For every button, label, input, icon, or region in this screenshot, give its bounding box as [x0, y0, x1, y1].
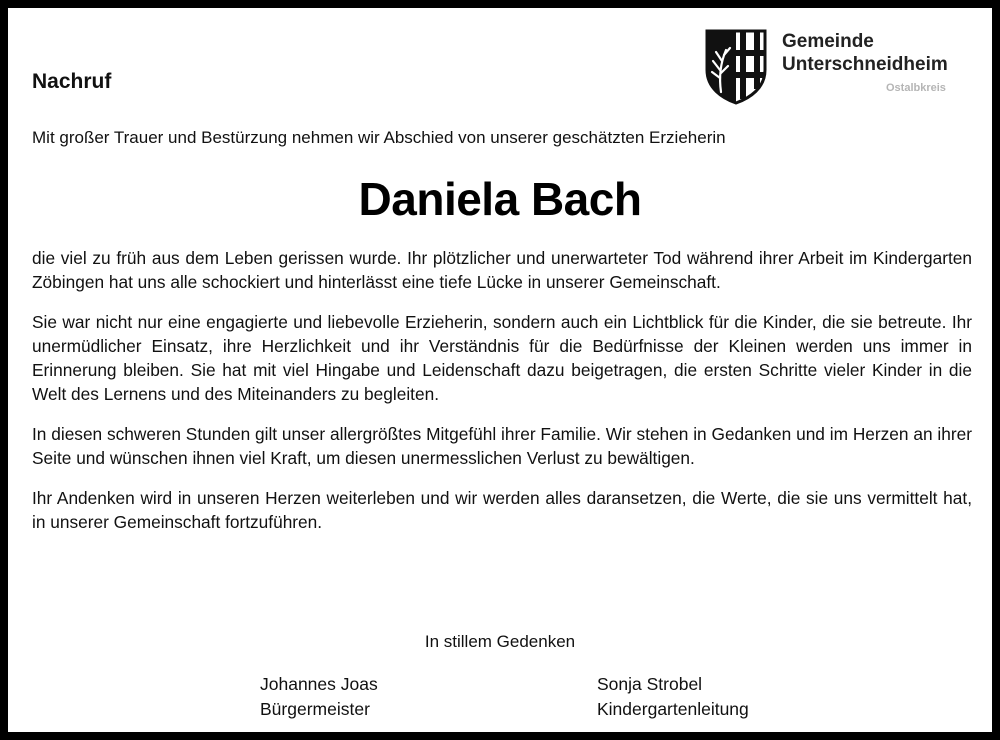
closing-line: In stillem Gedenken: [424, 632, 576, 651]
signatory-title: Bürgermeister: [260, 699, 370, 719]
notice-heading: Nachruf: [32, 70, 112, 93]
body-paragraph: Ihr Andenken wird in unseren Herzen weiterleben und wir werden alles daransetzen, die Werte, die sie uns vermittelt hat, in unserer Gemeinschaft fortzuführen.: [32, 488, 972, 532]
logo-title-municipality: Unterschneidheim: [782, 54, 948, 75]
signatory-mayor: [260, 672, 378, 722]
intro-sentence: Mit großer Trauer und Bestürzung nehmen wir Abschied von unserer geschätzten Erzieherin: [32, 128, 726, 147]
body-paragraph: Sie war nicht nur eine engagierte und liebevolle Erzieherin, sondern auch ein Lichtblick für die Kinder, die sie betreute. Ihr unermüdlicher Einsatz, ihre Herzlichkeit und ihr Verständnis für die Bedürfnisse der Kleinen werden uns immer in Erinnerung bleiben. Sie hat mit viel Hingabe und Leidenschaft dazu beigetragen, die ersten Schritte vieler Kinder in die Welt des Lernens und des Miteinanders zu begleiten.: [32, 312, 972, 404]
body-paragraph: die viel zu früh aus dem Leben gerissen wurde. Ihr plötzlicher und unerwarteter Tod während ihrer Arbeit im Kindergarten Zöbingen hat uns alle schockiert und hinterlässt eine tiefe Lücke in unserer Gemeinschaft.: [32, 248, 972, 292]
municipal-crest-icon: [704, 28, 768, 106]
logo-subtitle-district: Ostalbkreis: [886, 82, 946, 94]
logo-title-gemeinde: Gemeinde: [782, 31, 874, 52]
notice-body: [32, 246, 972, 550]
signatory-title: Kindergartenleitung: [597, 699, 749, 719]
signatory-kindergarten-head: [597, 672, 749, 722]
signatory-name: Sonja Strobel: [597, 674, 703, 694]
municipality-logo: [704, 28, 974, 108]
body-paragraph: In diesen schweren Stunden gilt unser allergrößtes Mitgefühl ihrer Familie. Wir stehen in Gedanken und im Herzen an ihrer Seite und wünschen ihnen viel Kraft, um diesen unermesslichen Verlust zu bewältigen.: [32, 424, 972, 468]
signatory-name: Johannes Joas: [260, 674, 378, 694]
deceased-name: Daniela Bach: [358, 173, 642, 225]
